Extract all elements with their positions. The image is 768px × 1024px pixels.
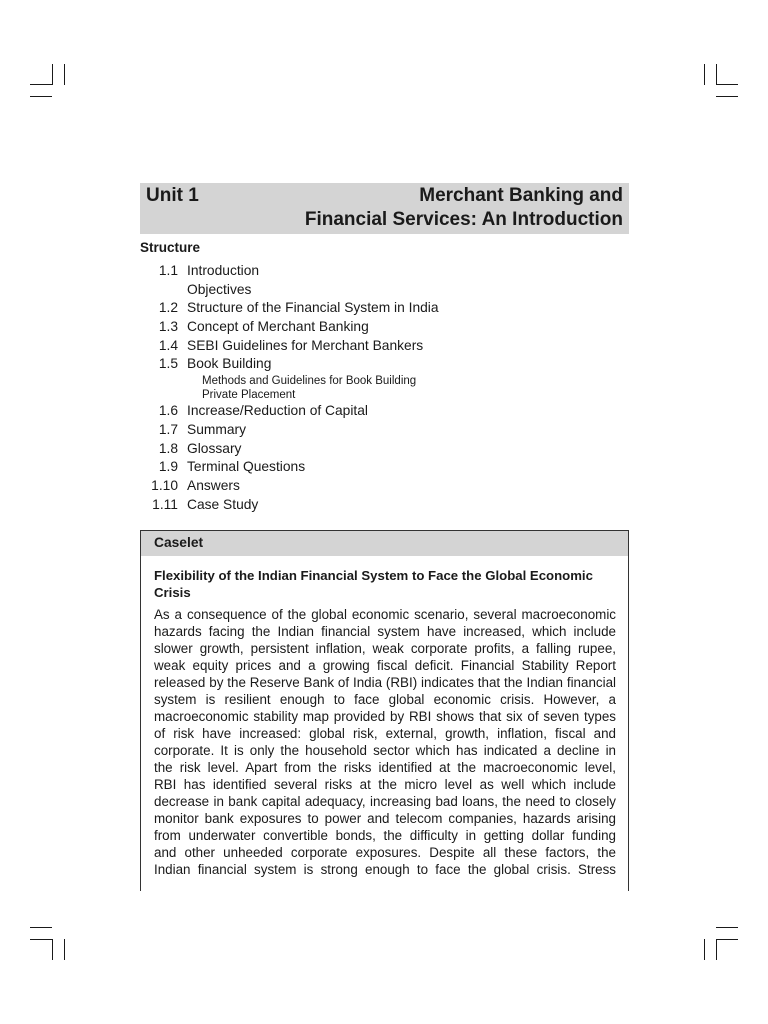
unit-label: Unit 1 (146, 185, 199, 206)
unit-banner (140, 183, 629, 234)
toc-item-label: Concept of Merchant Banking (187, 319, 369, 335)
unit-title-line: Merchant Banking and (419, 185, 623, 206)
caselet-heading-line: Flexibility of the Indian Financial System to Face the Global Economic (154, 568, 593, 583)
crop-mark-bottom-left (30, 927, 52, 928)
crop-mark-bottom-right (716, 927, 738, 928)
toc-item (140, 477, 620, 496)
toc-item-number: 1.2 (158, 300, 178, 316)
toc-item-label: Glossary (187, 440, 242, 456)
crop-mark-top-right (716, 96, 738, 97)
toc-item-number: 1.7 (158, 421, 178, 437)
toc-item-label: Summary (187, 421, 247, 437)
crop-mark-top-right (716, 64, 717, 85)
crop-mark-bottom-right (704, 939, 705, 960)
toc-item (140, 299, 620, 318)
toc-item (140, 421, 620, 440)
toc-item (140, 458, 620, 477)
body-line: weak equity prices and a growing fiscal deficit. Financial Stability Report (154, 658, 616, 673)
body-line: slower growth, persistent inflation, weak corporate profits, a falling rupee, (154, 641, 616, 656)
body-line: released by the Reserve Bank of India (RBI) indicates that the Indian financial (154, 675, 616, 690)
caselet-header (141, 531, 628, 556)
body-line: system is resilient enough to face global economic crisis. However, a (154, 692, 616, 707)
body-line: from underwater convertible bonds, the difficulty in getting dollar funding (154, 828, 616, 843)
body-line: and other unheeded corporate exposures. Despite all these factors, the (154, 845, 616, 860)
toc-item-label: Increase/Reduction of Capital (187, 403, 368, 419)
crop-mark-top-left (30, 96, 52, 97)
unit-title-line: Financial Services: An Introduction (304, 209, 623, 230)
body-line: hazards facing the Indian financial system have increased, which include (154, 624, 616, 639)
body-line: monitor bank exposures to power and telecom companies, hazards arising (154, 811, 616, 826)
body-line: RBI has identified several risks at the micro level as well which include (154, 777, 616, 792)
toc-item-label: SEBI Guidelines for Merchant Bankers (187, 337, 424, 353)
toc-sub-item (140, 388, 620, 402)
toc-sub-item-label: Private Placement (202, 389, 296, 402)
body-line: As a consequence of the global economic scenario, several macroeconomic (154, 607, 616, 622)
toc-item (140, 496, 620, 515)
toc-item (140, 355, 620, 374)
table-of-contents (140, 262, 620, 514)
toc-item (140, 402, 620, 421)
crop-mark-bottom-right (716, 939, 717, 960)
toc-item-number: 1.6 (158, 403, 178, 419)
toc-item-label: Case Study (187, 496, 259, 512)
structure-heading: Structure (140, 240, 201, 255)
crop-mark-top-left (52, 64, 53, 85)
crop-mark-top-left (64, 64, 65, 85)
crop-mark-top-right (716, 84, 738, 85)
toc-item-label: Structure of the Financial System in India (187, 300, 439, 316)
toc-item-number: 1.8 (158, 440, 178, 456)
toc-item (140, 337, 620, 356)
body-line: of risk have increased: global risk, external, growth, inflation, fiscal and (154, 726, 616, 741)
toc-item-number: 1.10 (151, 477, 178, 493)
toc-item-label: Objectives (187, 281, 252, 297)
crop-mark-bottom-right (716, 939, 738, 940)
toc-item (140, 262, 620, 281)
toc-item-label: Answers (187, 477, 240, 493)
unit-title (243, 184, 623, 232)
body-line: corporate. It is only the household sector which has indicated a decline in (154, 743, 616, 758)
body-line: decrease in bank capital adequacy, increasing bad loans, the need to closely (154, 794, 616, 809)
toc-item-label: Terminal Questions (187, 459, 306, 475)
body-line: Indian financial system is strong enough to face the global crisis. Stress (154, 862, 616, 877)
toc-item (140, 281, 620, 300)
toc-item-number: 1.3 (158, 319, 178, 335)
toc-item-label: Introduction (187, 263, 260, 278)
crop-mark-bottom-left (30, 939, 52, 940)
toc-item-number: 1.11 (152, 496, 178, 512)
crop-mark-top-left (30, 84, 52, 85)
caselet-box (140, 530, 629, 891)
caselet-heading-line: Crisis (154, 585, 191, 600)
toc-sub-item (140, 374, 620, 388)
toc-item-number: 1.4 (158, 337, 178, 353)
crop-mark-bottom-left (52, 939, 53, 960)
toc-item (140, 318, 620, 337)
toc-item-label: Book Building (187, 356, 272, 372)
caselet-body (154, 606, 616, 878)
toc-sub-item-label: Methods and Guidelines for Book Building (202, 375, 417, 388)
toc-item-number: 1.1 (158, 263, 178, 278)
body-line: macroeconomic stability map provided by RBI shows that six of seven types (154, 709, 616, 724)
toc-item-number: 1.9 (158, 459, 178, 475)
toc-item-number: 1.5 (158, 356, 178, 372)
crop-mark-top-right (704, 64, 705, 85)
caselet-header-label: Caselet (154, 535, 204, 550)
body-line: the risk level. Apart from the risks identified at the macroeconomic level, (154, 760, 616, 775)
toc-item (140, 440, 620, 459)
caselet-heading (154, 567, 618, 601)
crop-mark-bottom-left (64, 939, 65, 960)
